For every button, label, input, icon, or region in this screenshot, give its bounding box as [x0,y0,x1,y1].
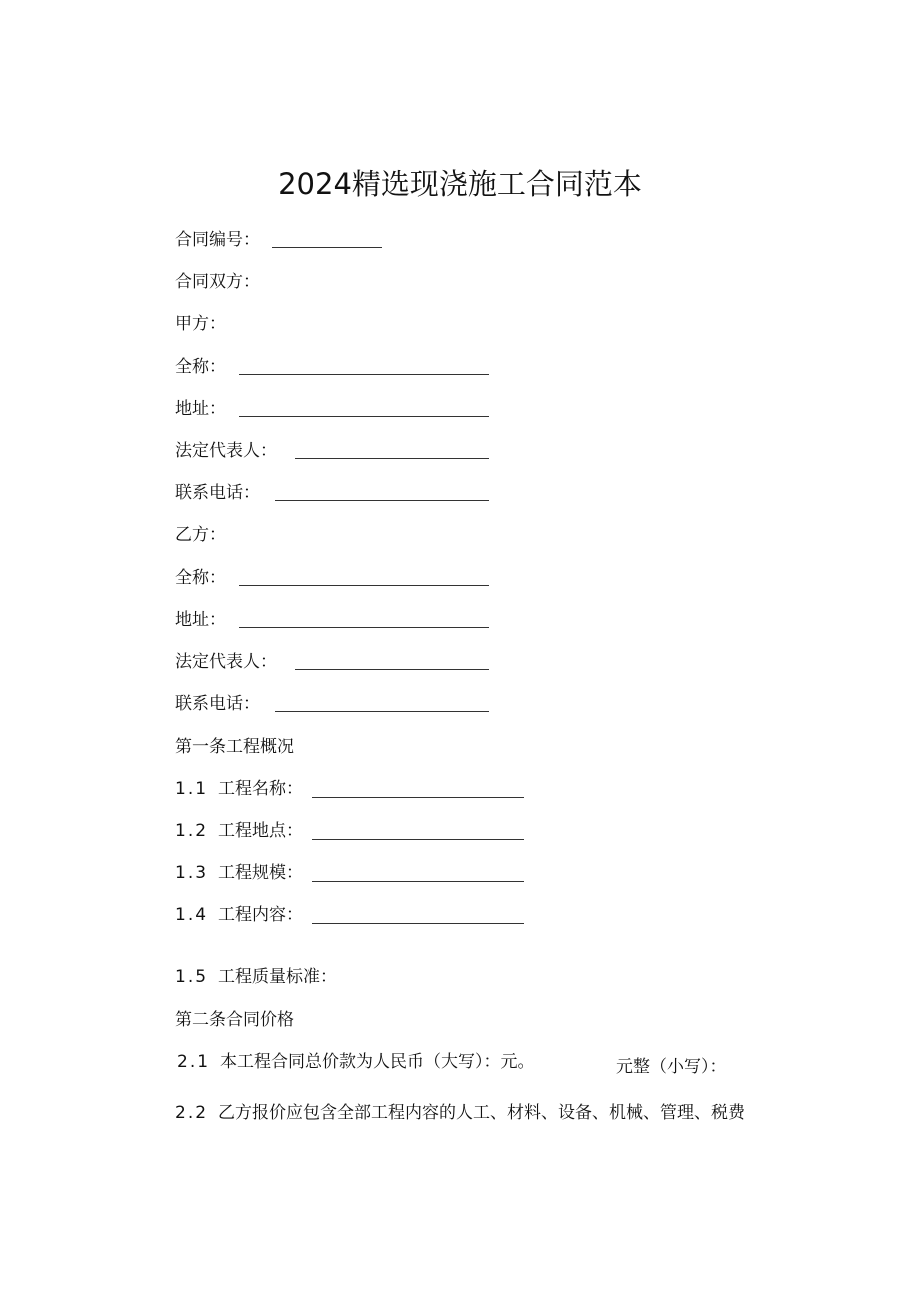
article-2-item-1-suffix: 元整（小写）： [616,1057,727,1077]
item-label: 工程地点： [218,821,304,841]
party-b-address-label: 地址： [175,610,226,630]
contract-number-label: 合同编号： [175,230,260,250]
article-2-item-2 [175,1102,745,1124]
item-number: 1.3 [175,863,209,883]
party-a-address-blank [239,416,489,417]
item-label: 工程内容： [218,905,304,925]
article-1-item [175,820,303,842]
article-1-item [175,862,303,884]
article-2-item-1 [177,1051,535,1073]
article-1-item [175,904,303,926]
party-a-legal-rep-label: 法定代表人： [175,441,277,461]
article-1-item [175,966,337,988]
item-number: 2.1 [177,1052,211,1072]
party-b-heading: 乙方： [175,525,226,545]
project-content-blank [312,923,524,924]
party-a-full-name-label: 全称： [175,357,226,377]
item-label: 工程质量标准： [218,967,338,987]
party-a-phone-blank [275,500,489,501]
contract-number-blank [272,247,382,248]
party-a-full-name-blank [239,374,489,375]
parties-label: 合同双方： [175,272,260,292]
item-number: 1.2 [175,821,209,841]
party-b-phone-label: 联系电话： [175,694,260,714]
item-label: 工程规模： [218,863,304,883]
item-number: 1.4 [175,905,209,925]
document-title: 2024精选现浇施工合同范本 [278,167,642,201]
party-a-address-label: 地址： [175,399,226,419]
article-2-heading: 第二条合同价格 [175,1010,294,1030]
project-scale-blank [312,881,524,882]
project-name-blank [312,797,524,798]
party-b-phone-blank [275,711,489,712]
item-text: 本工程合同总价款为人民币（大写）：元。 [220,1052,535,1072]
party-b-full-name-blank [239,585,489,586]
party-a-heading: 甲方： [175,314,226,334]
party-b-legal-rep-blank [295,669,489,670]
item-number: 1.5 [175,967,209,987]
party-a-phone-label: 联系电话： [175,483,260,503]
party-a-legal-rep-blank [295,458,489,459]
item-text: 乙方报价应包含全部工程内容的人工、材料、设备、机械、管理、税费 [218,1103,746,1123]
item-label: 工程名称： [218,779,304,799]
party-b-address-blank [239,627,489,628]
item-number: 2.2 [175,1103,209,1123]
item-number: 1.1 [175,779,209,799]
party-b-full-name-label: 全称： [175,568,226,588]
article-1-item [175,778,303,800]
party-b-legal-rep-label: 法定代表人： [175,652,277,672]
project-location-blank [312,839,524,840]
article-1-heading: 第一条工程概况 [175,737,294,757]
